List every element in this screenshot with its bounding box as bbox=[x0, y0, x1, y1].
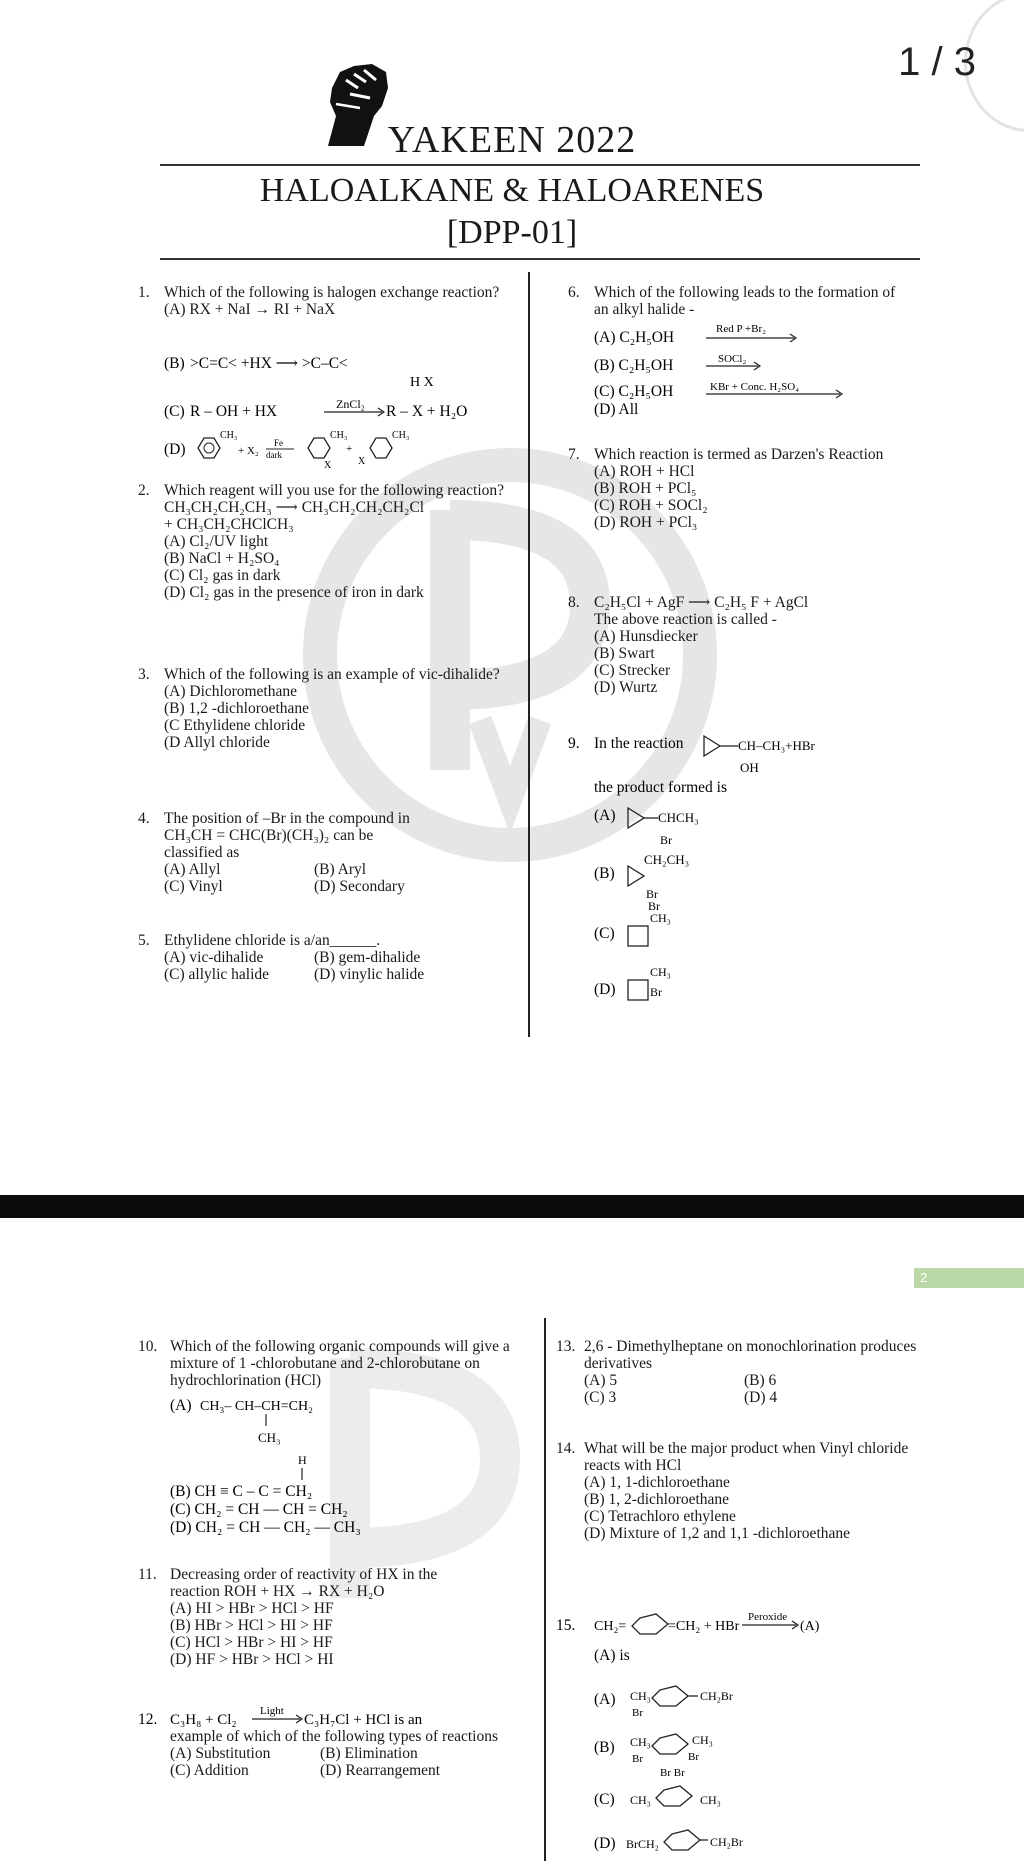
header-divider-bottom bbox=[160, 258, 920, 260]
option-d: (D) vinylic halide bbox=[314, 966, 425, 983]
question-stem-2: reaction ROH + HX → RX + H₂O bbox=[170, 1583, 385, 1600]
column-divider bbox=[544, 1318, 546, 1861]
question-number: 13. bbox=[556, 1338, 576, 1355]
option-c-reagent: KBr + Conc. H₂SO₄ bbox=[710, 381, 800, 393]
question-9 bbox=[568, 728, 908, 1008]
question-6-options bbox=[594, 318, 894, 418]
option-b-group: CH₂CH₃ bbox=[644, 852, 690, 867]
option-c-label: (C) bbox=[164, 403, 185, 420]
question-6 bbox=[568, 284, 908, 318]
option-d-x: X bbox=[324, 460, 332, 471]
reaction-line-1: CH₃CH₂CH₂CH₃ ⟶ CH₃CH₂CH₂CH₂Cl bbox=[164, 499, 425, 516]
option-c: (C) Strecker bbox=[594, 662, 671, 679]
option-b: (B) ROH + PCl₅ bbox=[594, 480, 697, 497]
question-11 bbox=[138, 1566, 528, 1668]
option-c: (C) C₂H₅OH bbox=[594, 383, 674, 400]
option-c-left: CH₃ bbox=[630, 1793, 651, 1807]
reaction-oh: OH bbox=[740, 760, 759, 775]
header-divider-top bbox=[160, 164, 920, 166]
reaction-line-2: + CH₃CH₂CHClCH₃ bbox=[164, 516, 294, 533]
question-stem-3: classified as bbox=[164, 844, 240, 861]
reaction-equation: C₂H₅Cl + AgF ⟶ C₂H₅ F + AgCl bbox=[594, 594, 809, 611]
option-b-left: CH₃ bbox=[630, 1735, 651, 1749]
question-stem: example of which of the following types of reactions bbox=[170, 1728, 498, 1745]
option-d-x-b: X bbox=[358, 456, 366, 467]
option-c-br: Br bbox=[648, 899, 660, 913]
option-a-label: (A) bbox=[170, 1397, 192, 1414]
option-c: (C) Addition bbox=[170, 1762, 249, 1779]
option-c: (C) allylic halide bbox=[164, 966, 270, 983]
option-d-label: (D) bbox=[594, 981, 616, 998]
product-prompt: (A) is bbox=[594, 1647, 630, 1664]
option-c-label: (C) bbox=[594, 1791, 615, 1808]
option-c: (C) CH₂ = CH — CH = CH₂ bbox=[170, 1501, 348, 1518]
option-b-reagent: SOCl₂ bbox=[718, 353, 747, 365]
question-3 bbox=[138, 666, 510, 751]
option-d-fe: Fe bbox=[274, 438, 283, 448]
reactant-right: =CH₂ + HBr bbox=[668, 1619, 740, 1634]
option-a-label: (A) bbox=[594, 1691, 616, 1708]
question-stem: The above reaction is called - bbox=[594, 611, 777, 628]
option-a: (A) Allyl bbox=[164, 861, 221, 878]
option-b: (B) HBr > HCl > HI > HF bbox=[170, 1617, 333, 1634]
option-d: (D) Rearrangement bbox=[320, 1762, 441, 1779]
equation-right: C₃H₇Cl + HCl is an bbox=[304, 1712, 423, 1728]
option-b: (B) 6 bbox=[744, 1372, 777, 1389]
option-d-br: Br bbox=[650, 985, 662, 999]
option-a: (A) 1, 1-dichloroethane bbox=[584, 1474, 730, 1491]
header-subject: HALOALKANE & HALOARENES bbox=[259, 172, 765, 209]
option-a-reagent: Red P +Br₂ bbox=[716, 323, 766, 335]
question-number: 6. bbox=[568, 284, 580, 301]
question-8 bbox=[568, 594, 908, 696]
equation-left: C₃H₈ + Cl₂ bbox=[170, 1712, 237, 1728]
option-d-ch3-c: CH₃ bbox=[392, 430, 410, 441]
option-b: (B) CH ≡ C – C = CH₂ bbox=[170, 1483, 313, 1500]
question-stem: Ethylidene chloride is a/an______. bbox=[164, 932, 381, 949]
product-prompt: the product formed is bbox=[594, 779, 728, 796]
option-c-catalyst: ZnCl₂ bbox=[336, 397, 365, 411]
option-d-ch3: CH₃ bbox=[220, 430, 238, 441]
option-d: (D) 4 bbox=[744, 1389, 778, 1406]
option-a: (A) RX + NaI → RI + NaX bbox=[164, 301, 336, 318]
option-b: (B) 1, 2-dichloroethane bbox=[584, 1491, 730, 1508]
option-a: (A) ROH + HCl bbox=[594, 463, 695, 480]
equation-catalyst: Light bbox=[260, 1705, 284, 1717]
option-d: (D) ROH + PCl₃ bbox=[594, 514, 698, 531]
option-d: (D Allyl chloride bbox=[164, 734, 270, 751]
option-d-ch3-b: CH₃ bbox=[330, 430, 348, 441]
option-a: (A) vic-dihalide bbox=[164, 949, 264, 966]
reactant-left: CH₂= bbox=[594, 1619, 627, 1634]
reaction-product: (A) bbox=[800, 1619, 820, 1634]
question-stem-2: CH₃CH = CHC(Br)(CH₃)₂ can be bbox=[164, 827, 374, 844]
question-stem: Which of the following leads to the formation of an alkyl halide - bbox=[594, 284, 896, 318]
header-dpp: [DPP-01] bbox=[446, 214, 578, 251]
option-c-group: CH₃ bbox=[650, 911, 671, 925]
question-1-structures bbox=[164, 342, 534, 482]
question-number: 12. bbox=[138, 1711, 158, 1728]
question-1 bbox=[138, 284, 510, 318]
option-c-product: R – X + H₂O bbox=[386, 403, 468, 420]
page-2 bbox=[0, 1218, 1024, 1861]
question-number: 7. bbox=[568, 446, 580, 463]
option-d: (D) All bbox=[594, 401, 639, 418]
option-b-equation: >C=C< +HX ⟶ >C–C< bbox=[190, 355, 348, 372]
option-d: (D) Mixture of 1,2 and 1,1 -dichloroethane bbox=[584, 1525, 851, 1542]
question-stem: Which reagent will you use for the following reaction? bbox=[164, 482, 505, 499]
option-c: (C) HCl > HBr > HI > HF bbox=[170, 1634, 333, 1651]
option-d-label: (D) bbox=[164, 441, 186, 458]
option-b-br1: Br bbox=[632, 1753, 643, 1765]
question-number: 10. bbox=[138, 1338, 158, 1355]
option-a: (A) 5 bbox=[584, 1372, 618, 1389]
option-c: (C) Vinyl bbox=[164, 878, 223, 895]
question-number: 3. bbox=[138, 666, 150, 683]
option-b: (B) gem-dihalide bbox=[314, 949, 421, 966]
option-d: (D) Secondary bbox=[314, 878, 405, 895]
question-stem: In the reaction bbox=[594, 735, 684, 752]
question-10 bbox=[138, 1338, 528, 1389]
question-number: 11. bbox=[138, 1566, 157, 1583]
option-b-hx: H X bbox=[410, 375, 434, 390]
question-4 bbox=[138, 810, 510, 895]
option-b: (B) 1,2 -dichloroethane bbox=[164, 700, 310, 717]
option-a: (A) Cl₂/UV light bbox=[164, 533, 269, 550]
question-number: 2. bbox=[138, 482, 150, 499]
option-c-label: (C) bbox=[594, 925, 615, 942]
option-d-plus: + bbox=[346, 443, 353, 455]
option-d-left: BrCH₂ bbox=[626, 1837, 659, 1851]
option-a-left: CH₃ bbox=[630, 1689, 651, 1703]
option-a-branch: CH₃ bbox=[258, 1430, 281, 1445]
option-c: (C) Cl₂ gas in dark bbox=[164, 567, 281, 584]
option-b-label: (B) bbox=[164, 355, 185, 372]
option-d: (D) Wurtz bbox=[594, 679, 658, 696]
option-a-group: CHCH₃ bbox=[658, 810, 699, 825]
option-b: (B) NaCl + H₂SO₄ bbox=[164, 550, 280, 567]
option-a: (A) Dichloromethane bbox=[164, 683, 297, 700]
option-a-br: Br bbox=[632, 1707, 643, 1719]
question-stem-1: Decreasing order of reactivity of HX in the bbox=[170, 1566, 438, 1583]
option-a: (A) Hunsdiecker bbox=[594, 628, 698, 645]
reaction-reagents: CH–CH₃+HBr bbox=[738, 738, 815, 753]
option-d-label: (D) bbox=[594, 1835, 616, 1852]
question-stem: Which of the following organic compounds will give a mixture of 1 -chlorobutane and 2-chlorobutane on hydrochlorination (HCl) bbox=[170, 1338, 510, 1389]
question-number: 15. bbox=[556, 1617, 576, 1634]
option-d-x2: + X₂ bbox=[238, 445, 259, 457]
option-b-right: CH₃ bbox=[692, 1733, 713, 1747]
option-d: (D) HF > HBr > HCl > HI bbox=[170, 1651, 334, 1668]
question-12 bbox=[138, 1728, 528, 1779]
option-c: (C) Tetrachloro ethylene bbox=[584, 1508, 736, 1525]
question-number: 8. bbox=[568, 594, 580, 611]
option-d-dark: dark bbox=[266, 450, 282, 460]
page-counter: 1 / 3 bbox=[898, 40, 976, 84]
option-a: (A) C₂H₅OH bbox=[594, 329, 675, 346]
option-c: (C) ROH + SOCl₂ bbox=[594, 497, 708, 514]
question-stem: Which of the following is halogen exchange reaction? bbox=[164, 284, 500, 301]
option-d-right: CH₂Br bbox=[710, 1835, 743, 1849]
question-stem-1: The position of –Br in the compound in bbox=[164, 810, 410, 827]
option-d-group: CH₃ bbox=[650, 965, 671, 979]
question-stem: What will be the major product when Vinyl chloride reacts with HCl bbox=[584, 1440, 909, 1474]
option-a: (A) HI > HBr > HCl > HF bbox=[170, 1600, 334, 1617]
option-b: (B) C₂H₅OH bbox=[594, 357, 674, 374]
question-14 bbox=[556, 1440, 926, 1542]
question-12-equation bbox=[138, 1692, 538, 1732]
option-c-br: Br Br bbox=[660, 1767, 685, 1779]
reaction-catalyst: Peroxide bbox=[748, 1611, 788, 1623]
option-b-label: (B) bbox=[594, 1739, 615, 1756]
question-15 bbox=[556, 1590, 936, 1860]
question-10-options bbox=[170, 1396, 540, 1536]
option-c-right: CH₃ bbox=[700, 1793, 721, 1807]
option-a-formula: CH₃– CH–CH=CH₂ bbox=[200, 1399, 313, 1414]
question-stem: 2,6 - Dimethylheptane on monochlorination produces derivatives bbox=[584, 1338, 917, 1372]
option-b-label: (B) bbox=[594, 865, 615, 882]
question-stem: Which of the following is an example of vic-dihalide? bbox=[164, 666, 500, 683]
option-b: (B) Aryl bbox=[314, 861, 367, 878]
question-5 bbox=[138, 932, 510, 983]
question-number: 1. bbox=[138, 284, 150, 301]
option-b: (B) Swart bbox=[594, 645, 655, 662]
header-title: YAKEEN 2022 bbox=[387, 119, 637, 161]
question-number: 5. bbox=[138, 932, 150, 949]
page-separator bbox=[0, 1195, 1024, 1218]
question-7 bbox=[568, 446, 908, 531]
page-2-tab[interactable]: 2 bbox=[914, 1268, 1024, 1288]
option-b-br2: Br bbox=[688, 1751, 699, 1763]
option-c-reactant: R – OH + HX bbox=[190, 403, 278, 420]
option-a-right: CH₂Br bbox=[700, 1689, 733, 1703]
option-c: (C Ethylidene chloride bbox=[164, 717, 306, 734]
question-number: 9. bbox=[568, 735, 580, 752]
option-b-br: Br bbox=[646, 887, 658, 901]
option-d: (D) CH₂ = CH — CH₂ — CH₃ bbox=[170, 1519, 361, 1536]
question-13 bbox=[556, 1338, 926, 1406]
option-a: (A) Substitution bbox=[170, 1745, 271, 1762]
question-number: 14. bbox=[556, 1440, 576, 1457]
option-a-label: (A) bbox=[594, 807, 616, 824]
option-b: (B) Elimination bbox=[320, 1745, 418, 1762]
question-number: 4. bbox=[138, 810, 150, 827]
option-b-h: H bbox=[298, 1453, 307, 1467]
option-c: (C) 3 bbox=[584, 1389, 617, 1406]
question-2 bbox=[138, 482, 510, 601]
option-a-br: Br bbox=[660, 833, 672, 847]
question-stem: Which reaction is termed as Darzen's Reaction bbox=[594, 446, 884, 463]
option-d: (D) Cl₂ gas in the presence of iron in dark bbox=[164, 584, 424, 601]
